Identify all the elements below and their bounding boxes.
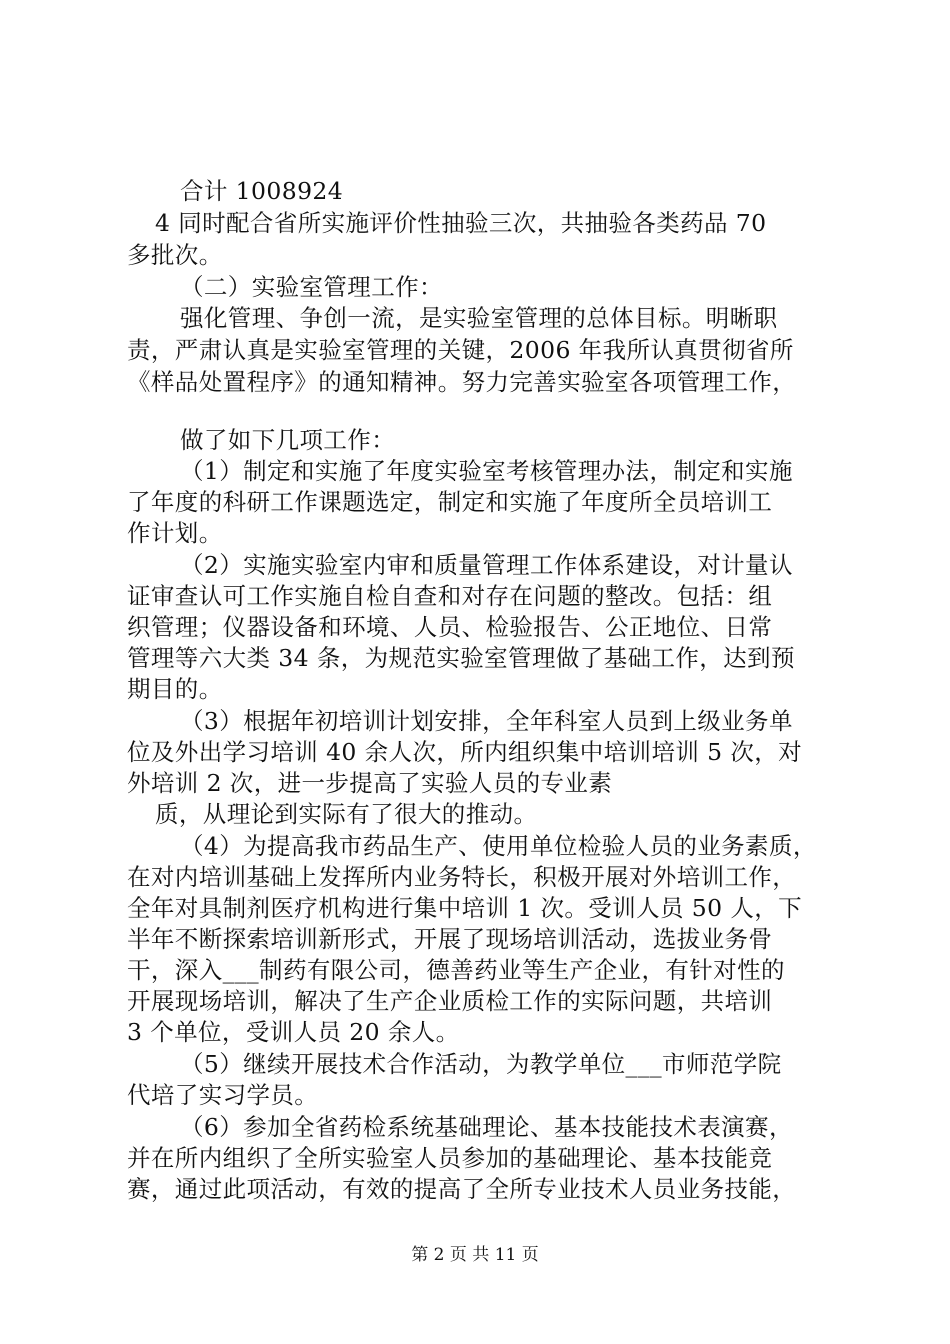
text-line: （5）继续开展技术合作活动，为教学单位___市师范学院 (180, 1050, 782, 1078)
text-line: 赛，通过此项活动，有效的提高了全所专业技术人员业务技能， (127, 1175, 797, 1203)
text-line: 外培训 2 次，进一步提高了实验人员的专业素 (127, 769, 613, 797)
text-line: 4 同时配合省所实施评价性抽验三次，共抽验各类药品 70 (155, 209, 767, 237)
text-line: （2）实施实验室内审和质量管理工作体系建设，对计量认 (180, 551, 793, 579)
text-line: 多批次。 (127, 241, 223, 269)
text-line: 管理等六大类 34 条，为规范实验室管理做了基础工作，达到预 (127, 644, 795, 672)
text-line: 质，从理论到实际有了很大的推动。 (155, 800, 538, 828)
text-line: 责，严肃认真是实验室管理的关键，2006 年我所认真贯彻省所 (127, 336, 794, 364)
text-line: 了年度的科研工作课题选定，制定和实施了年度所全员培训工 (127, 488, 773, 516)
text-line: （4）为提高我市药品生产、使用单位检验人员的业务素质， (180, 832, 817, 860)
text-line: 在对内培训基础上发挥所内业务特长，积极开展对外培训工作， (127, 863, 797, 891)
text-line: （3）根据年初培训计划安排，全年科室人员到上级业务单 (180, 707, 793, 735)
text-line: 并在所内组织了全所实验室人员参加的基础理论、基本技能竞 (127, 1144, 773, 1172)
text-line: （1）制定和实施了年度实验室考核管理办法，制定和实施 (180, 457, 793, 485)
text-line: 做了如下几项工作： (180, 426, 396, 454)
text-line: 作计划。 (127, 519, 223, 547)
text-line: 代培了实习学员。 (127, 1081, 319, 1109)
page-footer: 第 2 页 共 11 页 (411, 1245, 539, 1265)
text-line: 证审查认可工作实施自检自查和对存在问题的整改。包括：组 (127, 582, 773, 610)
text-line: 开展现场培训，解决了生产企业质检工作的实际问题，共培训 (127, 987, 773, 1015)
text-line: 织管理；仪器设备和环境、人员、检验报告、公正地位、日常 (127, 613, 773, 641)
text-line: 强化管理、争创一流，是实验室管理的总体目标。明晰职 (180, 304, 778, 332)
text-line: 全年对具制剂医疗机构进行集中培训 1 次。受训人员 50 人，下 (127, 894, 803, 922)
text-line: （6）参加全省药检系统基础理论、基本技能技术表演赛， (180, 1113, 793, 1141)
section-heading: （二）实验室管理工作： (180, 273, 443, 301)
text-line: 3 个单位，受训人员 20 余人。 (127, 1018, 460, 1046)
text-line: 干，深入___制药有限公司，德善药业等生产企业，有针对性的 (127, 956, 785, 984)
text-line: 半年不断探索培训新形式，开展了现场培训活动，选拔业务骨 (127, 925, 773, 953)
text-line: 位及外出学习培训 40 余人次，所内组织集中培训培训 5 次，对 (127, 738, 803, 766)
text-line: 合计 1008924 (180, 177, 344, 205)
text-line: 《样品处置程序》的通知精神。努力完善实验室各项管理工作， (127, 368, 797, 396)
text-line: 期目的。 (127, 675, 223, 703)
